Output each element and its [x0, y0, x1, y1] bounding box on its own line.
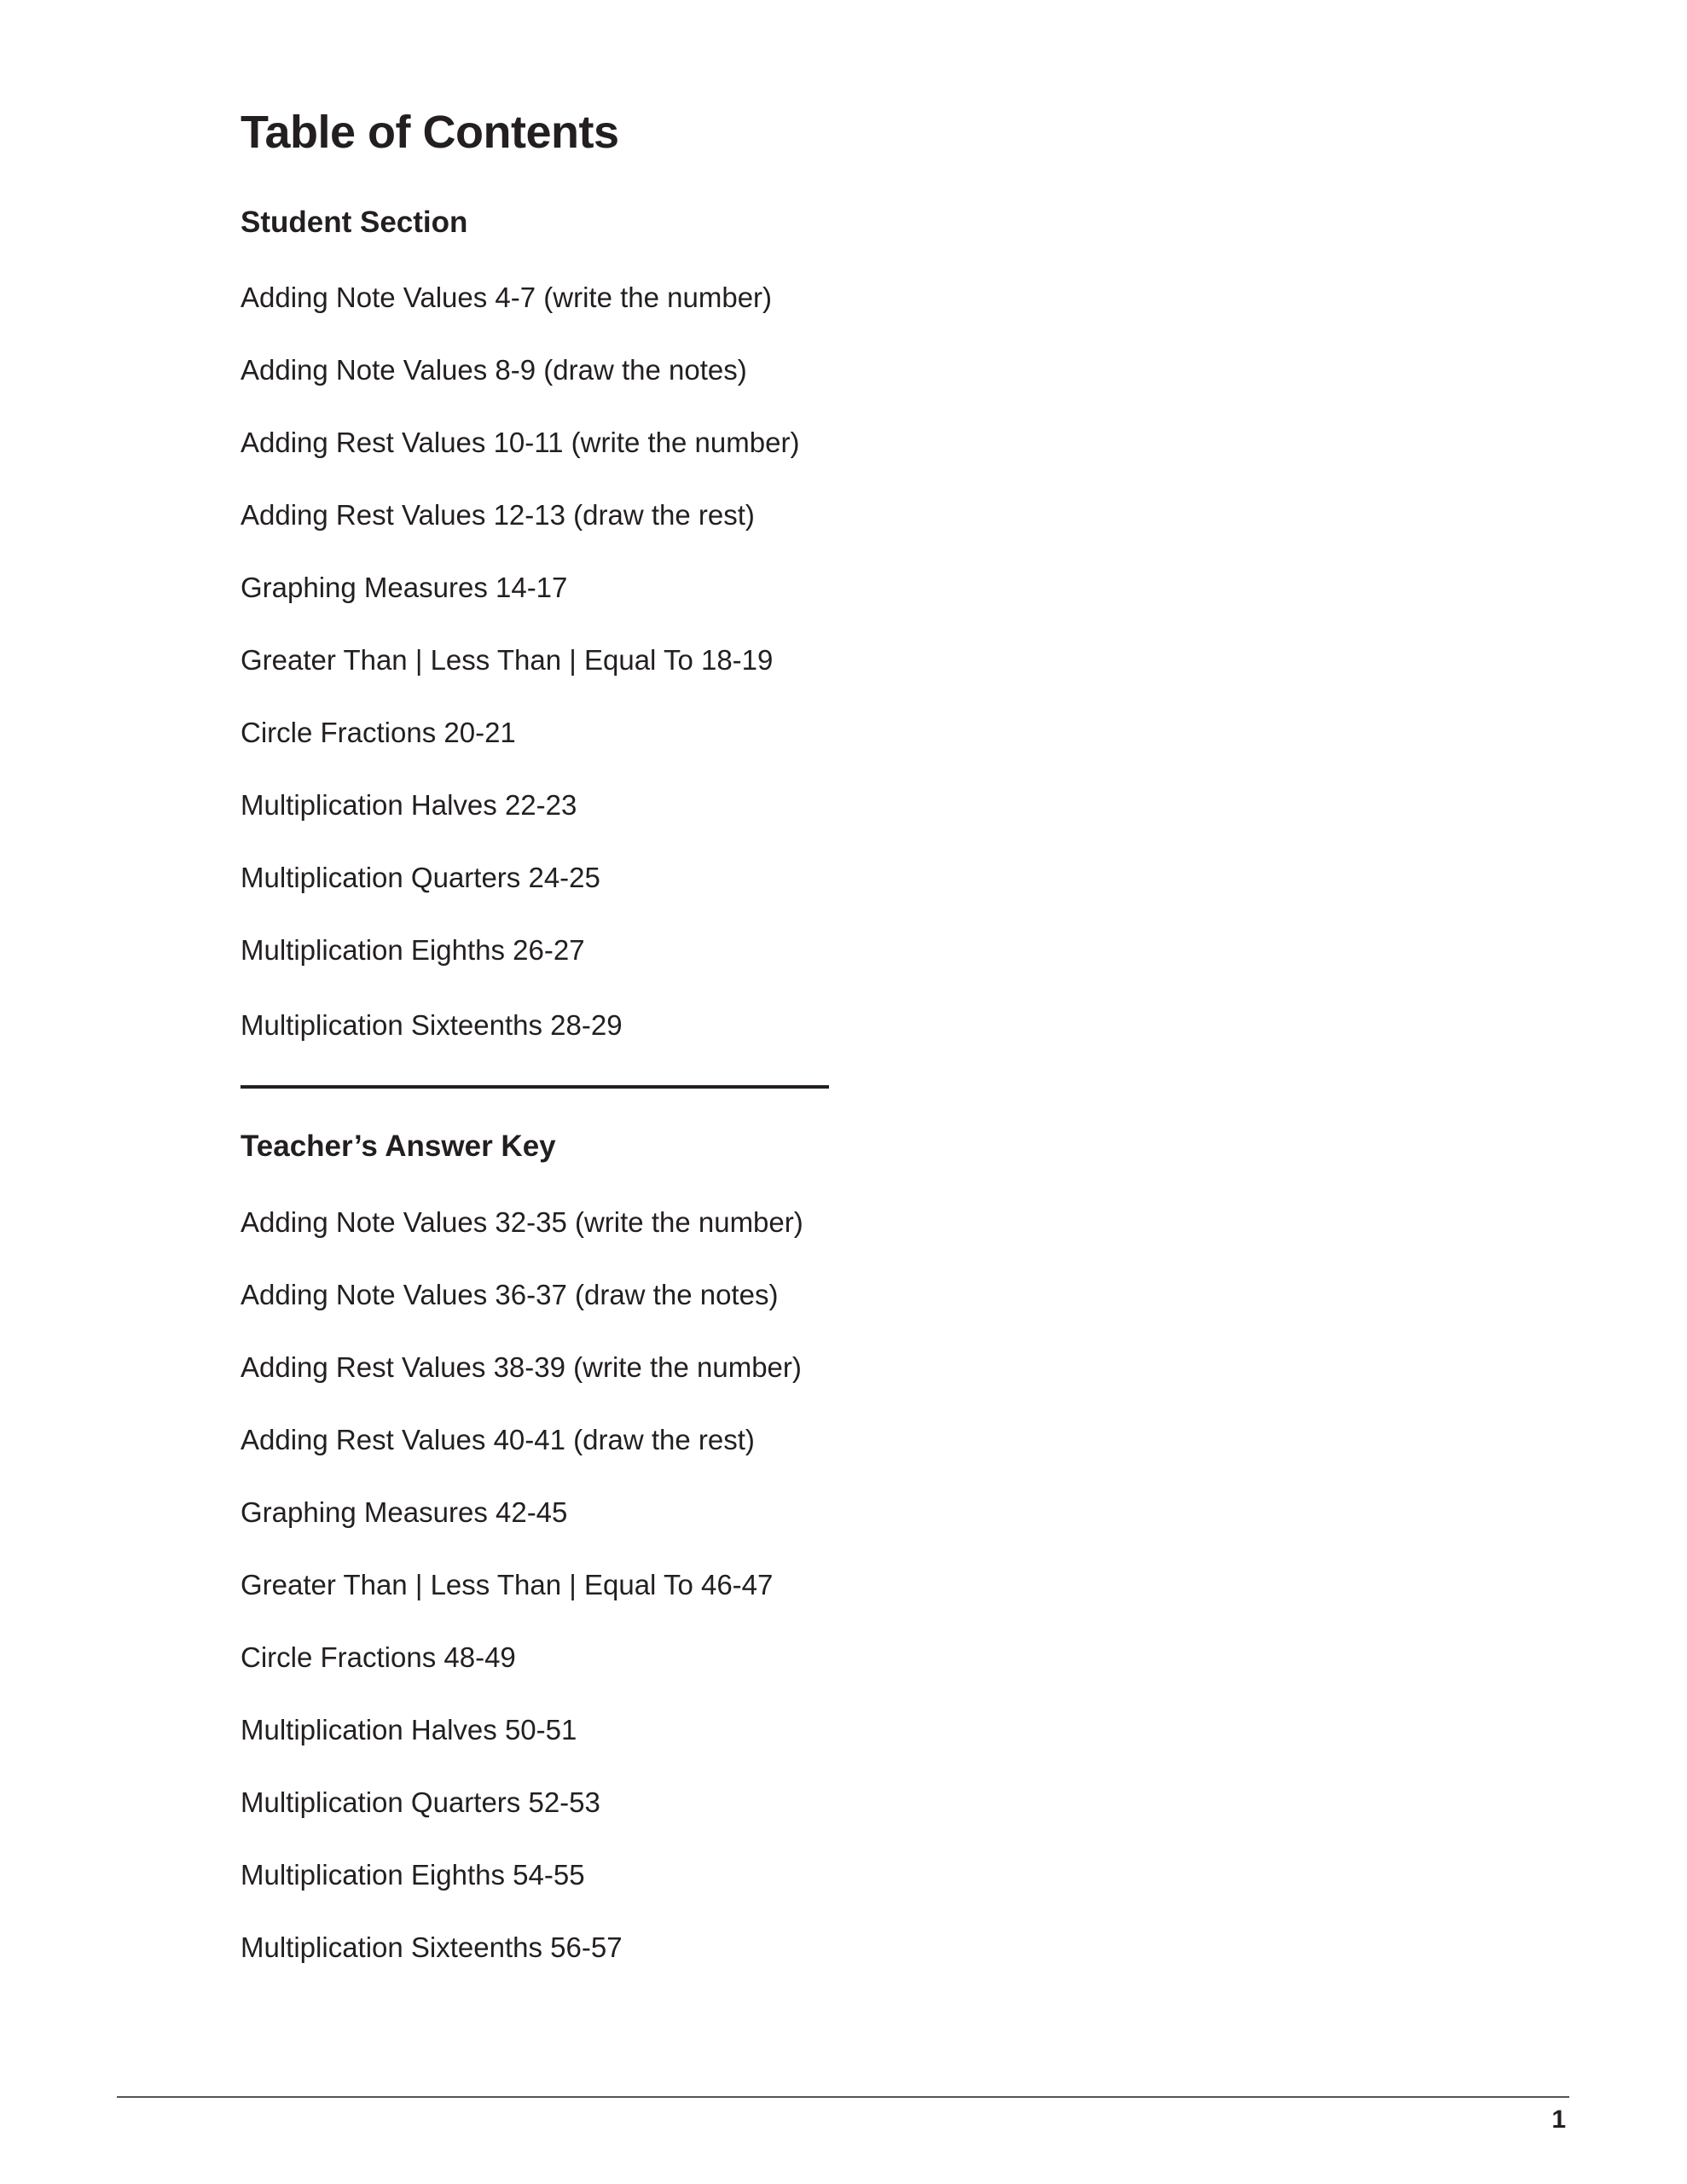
- toc-item: Graphing Measures 42-45: [241, 1496, 568, 1528]
- toc-item: Adding Rest Values 40-41 (draw the rest): [241, 1424, 755, 1455]
- footer-rule: [117, 2096, 1569, 2098]
- toc-item: Adding Note Values 4-7 (write the number): [241, 282, 773, 313]
- toc-item: Multiplication Eighths 54-55: [241, 1859, 585, 1891]
- teacher-section-list: [241, 1208, 803, 2006]
- toc-item: Multiplication Halves 22-23: [241, 789, 577, 821]
- toc-item: Multiplication Quarters 24-25: [241, 862, 600, 893]
- toc-item: Multiplication Sixteenths 56-57: [241, 1931, 623, 1963]
- toc-item: Adding Note Values 32-35 (write the number): [241, 1206, 803, 1238]
- student-section-list: [241, 283, 799, 1083]
- toc-item: Multiplication Quarters 52-53: [241, 1786, 600, 1818]
- toc-item: Adding Rest Values 12-13 (draw the rest): [241, 499, 755, 531]
- teacher-section-heading: Teacher’s Answer Key: [241, 1130, 556, 1163]
- toc-item: Multiplication Halves 50-51: [241, 1714, 577, 1745]
- page-title: Table of Contents: [241, 107, 619, 158]
- section-divider: [241, 1085, 829, 1089]
- toc-item: Circle Fractions 48-49: [241, 1641, 516, 1673]
- toc-item: Adding Note Values 36-37 (draw the notes): [241, 1279, 779, 1310]
- toc-item: Adding Rest Values 10-11 (write the number): [241, 427, 800, 458]
- toc-item: Adding Rest Values 38-39 (write the number): [241, 1351, 802, 1383]
- toc-item: Adding Note Values 8-9 (draw the notes): [241, 354, 747, 386]
- toc-item: Multiplication Eighths 26-27: [241, 934, 585, 966]
- toc-item: Greater Than | Less Than | Equal To 46-47: [241, 1569, 774, 1600]
- toc-item: Graphing Measures 14-17: [241, 572, 568, 603]
- page-number: 1: [1551, 2106, 1566, 2134]
- student-section-heading: Student Section: [241, 206, 468, 239]
- toc-item: Multiplication Sixteenths 28-29: [241, 1009, 623, 1041]
- toc-item: Circle Fractions 20-21: [241, 717, 516, 748]
- toc-item: Greater Than | Less Than | Equal To 18-19: [241, 644, 774, 676]
